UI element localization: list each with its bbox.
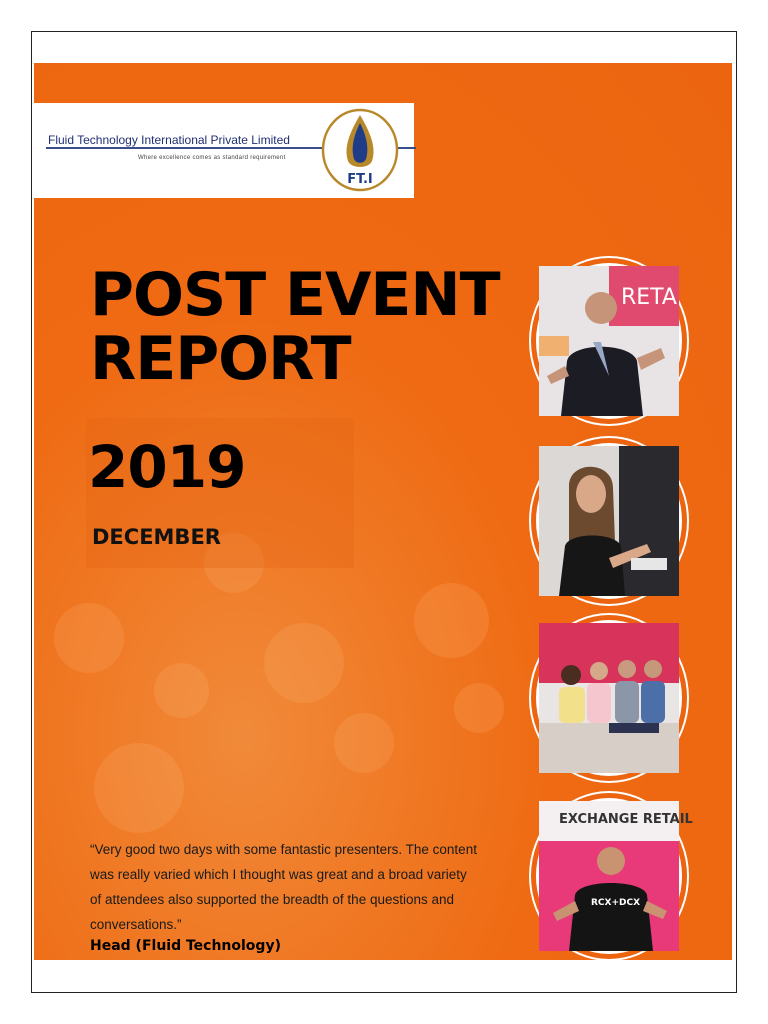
fti-emblem-icon: [320, 107, 400, 193]
speaker-photo-icon: [539, 266, 679, 416]
speaker-photo-icon: [539, 446, 679, 596]
testimonial-quote: “Very good two days with some fantastic presenters. The content was really varied which I thought was great and a broad variety of attendees also supported the breadth of the questions and conversations.”: [90, 842, 477, 932]
sign-text: EXCHANGE RETAIL: [559, 812, 693, 827]
report-cover: [34, 63, 732, 960]
report-title: [90, 260, 500, 394]
logo-company-name: Fluid Technology International Private Limited: [48, 133, 290, 147]
bokeh-light: [154, 663, 209, 718]
event-photo-1: [536, 263, 682, 419]
speaker-photo-icon: [539, 801, 693, 951]
bokeh-light: [454, 683, 504, 733]
bokeh-light: [414, 583, 489, 658]
title-line-2: REPORT: [90, 324, 351, 394]
bokeh-light: [54, 603, 124, 673]
sign-text: RETA: [621, 285, 677, 310]
bokeh-light: [94, 743, 184, 833]
event-photo-2: [536, 443, 682, 599]
report-month: DECEMBER: [92, 525, 221, 549]
panel-photo-icon: [539, 623, 679, 773]
testimonial-attribution: Head (Fluid Technology): [90, 938, 281, 954]
report-year: 2019: [88, 433, 246, 501]
company-logo: [34, 103, 414, 198]
bokeh-light: [334, 713, 394, 773]
event-photo-4: [536, 798, 693, 954]
event-photo-3: [536, 620, 682, 776]
emblem-text: FT.I: [347, 172, 373, 187]
logo-tagline: Where excellence comes as standard requirement: [138, 155, 286, 161]
bokeh-light: [264, 623, 344, 703]
title-line-1: POST EVENT: [90, 260, 500, 330]
shirt-text: RCX+DCX: [591, 898, 641, 908]
